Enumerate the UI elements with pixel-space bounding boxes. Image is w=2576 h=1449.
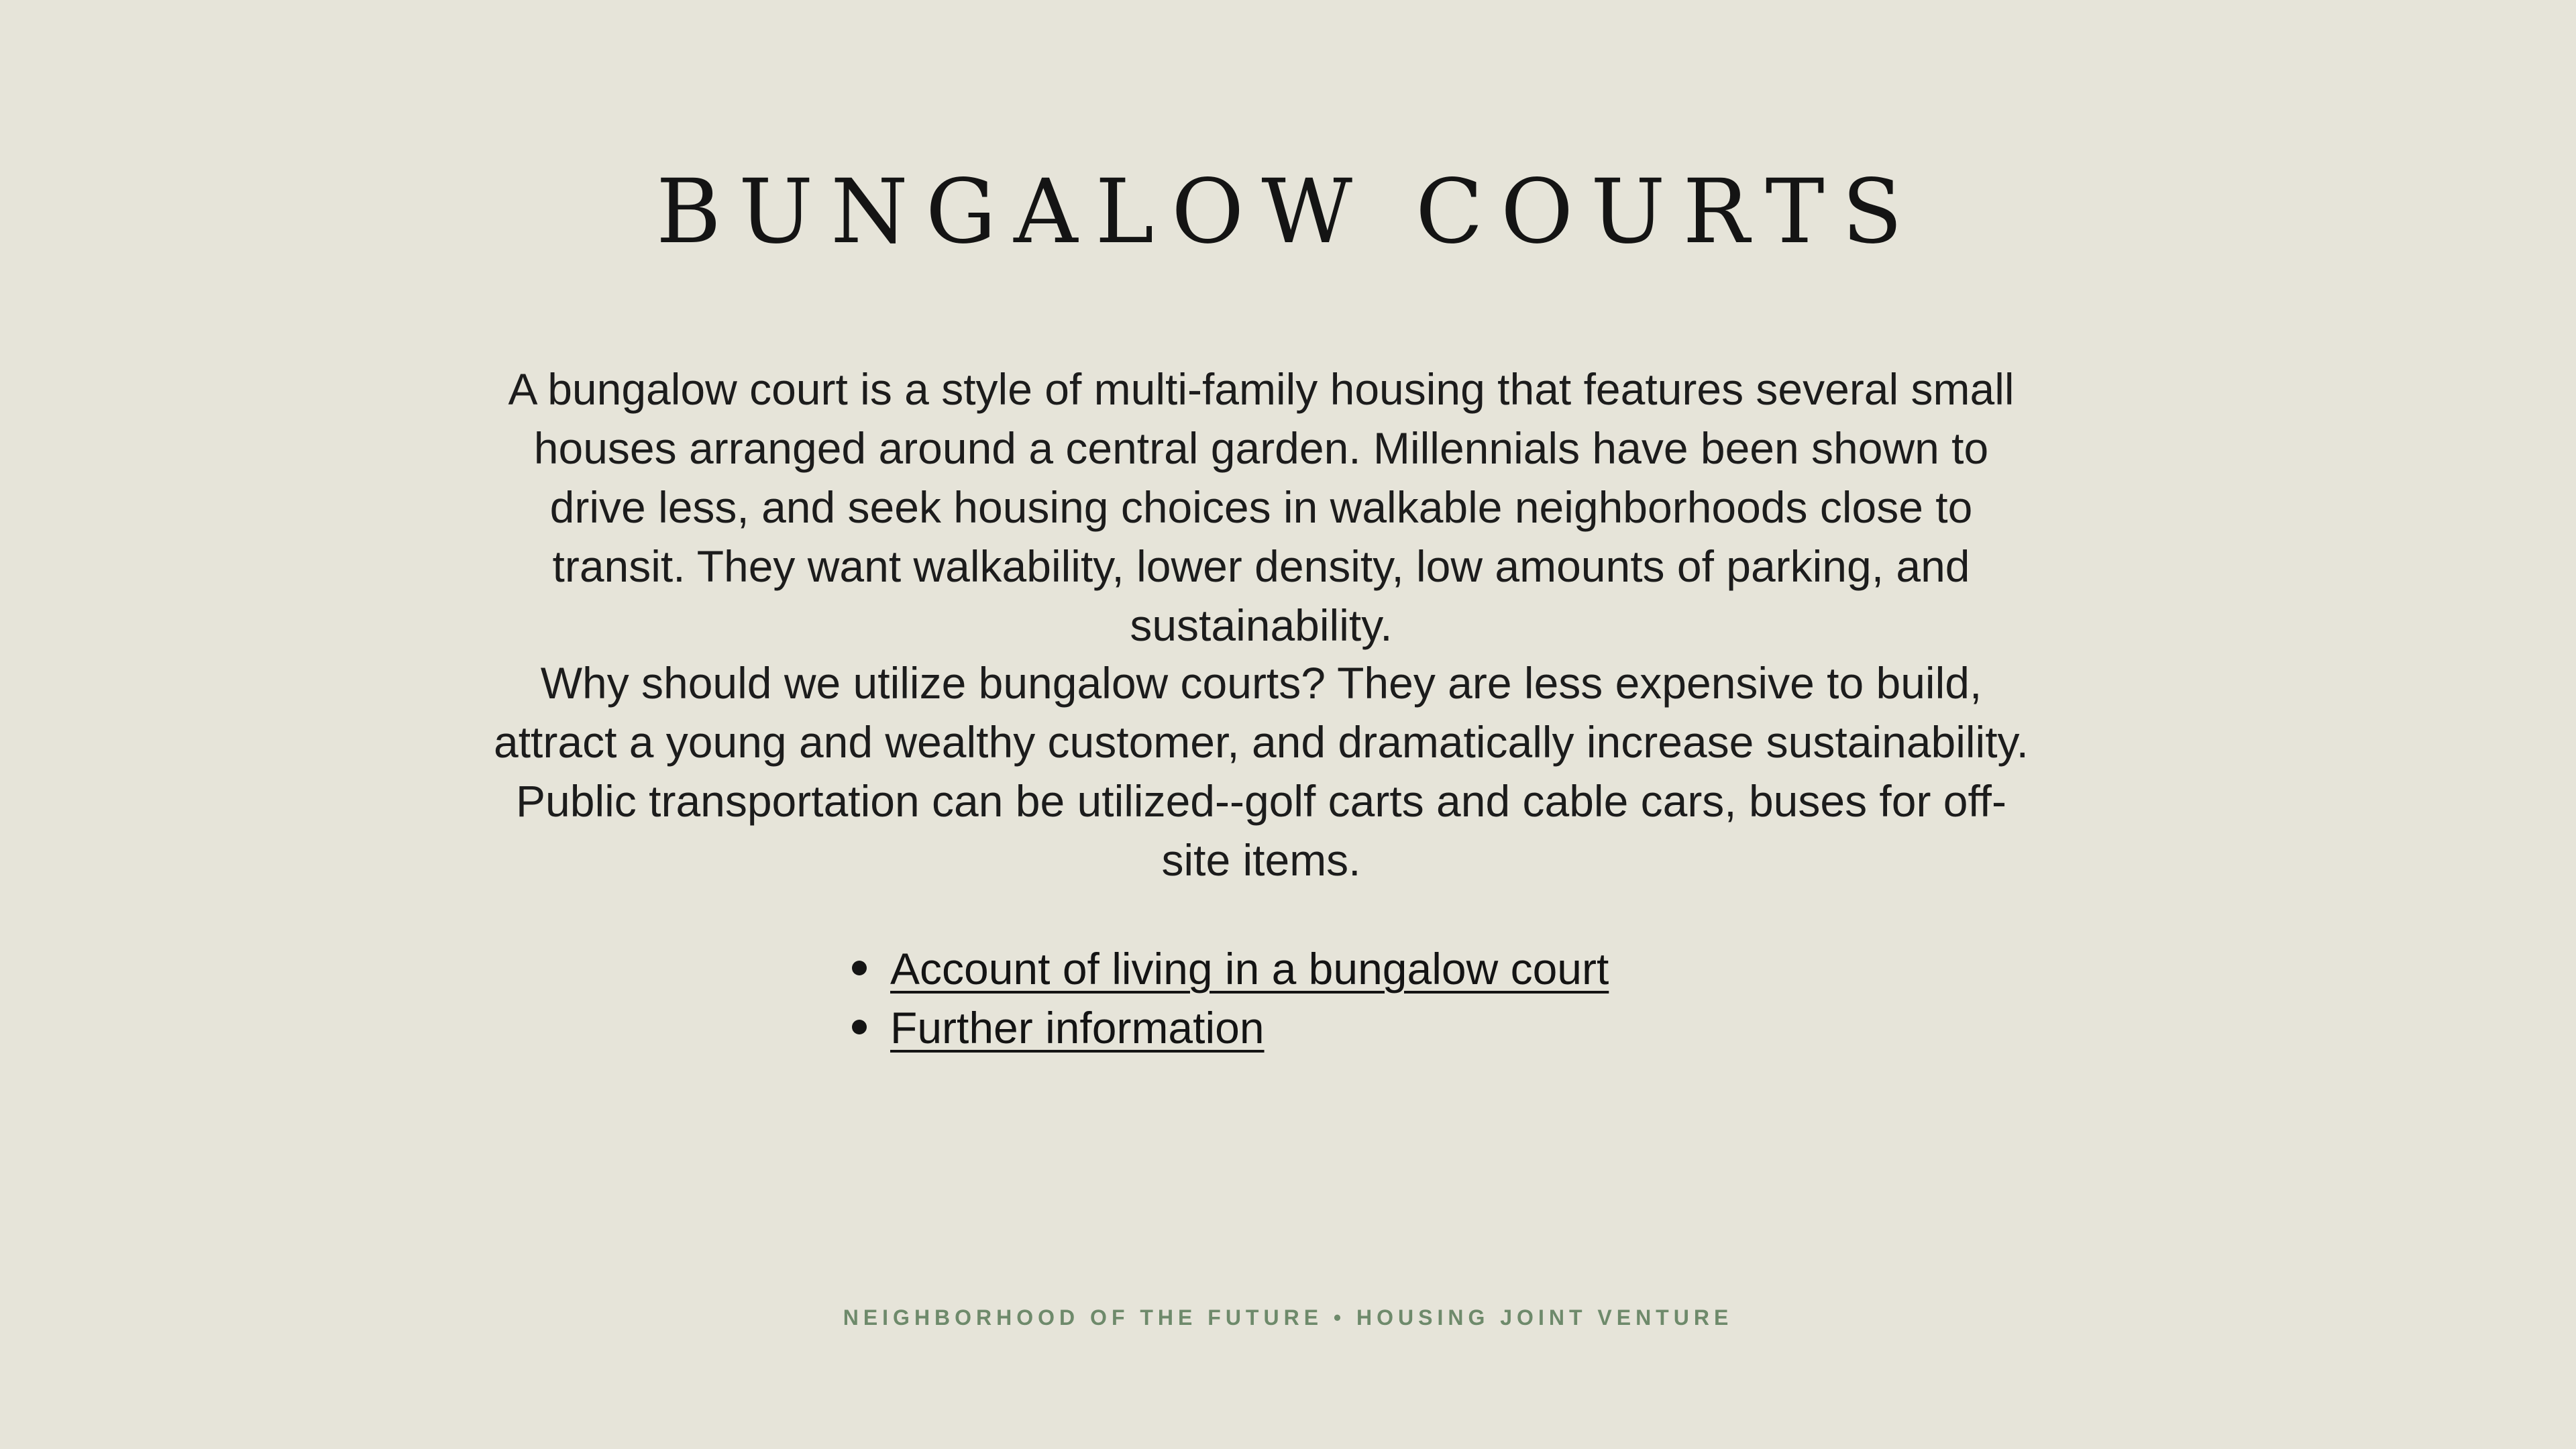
bullet-icon: [852, 1020, 867, 1034]
list-item: [852, 939, 1609, 998]
footer-text: NEIGHBORHOOD OF THE FUTURE • HOUSING JOINT VENTURE: [843, 1305, 1733, 1330]
account-of-living-link[interactable]: Account of living in a bungalow court: [890, 944, 1609, 994]
bullet-icon: [852, 961, 867, 975]
intro-paragraph: A bungalow court is a style of multi-family housing that features several small houses arranged around a central garden. Millennials have been shown to drive less, and seek housing choices in walkable neighborhoods close to transit. They want walkability, lower density, low amounts of parking, and sustainability.: [508, 364, 2015, 650]
list-item: [852, 998, 1609, 1057]
further-information-link[interactable]: Further information: [890, 1003, 1265, 1053]
slide-title: BUNGALOW COURTS: [655, 160, 1921, 264]
link-list: [852, 939, 1609, 1057]
reasons-paragraph: Why should we utilize bungalow courts? They are less expensive to build, attract a young and wealthy customer, and dramatically increase sustainability. Public transportation can be utilized--golf carts and cable cars, buses for off-site items.: [494, 658, 2029, 885]
